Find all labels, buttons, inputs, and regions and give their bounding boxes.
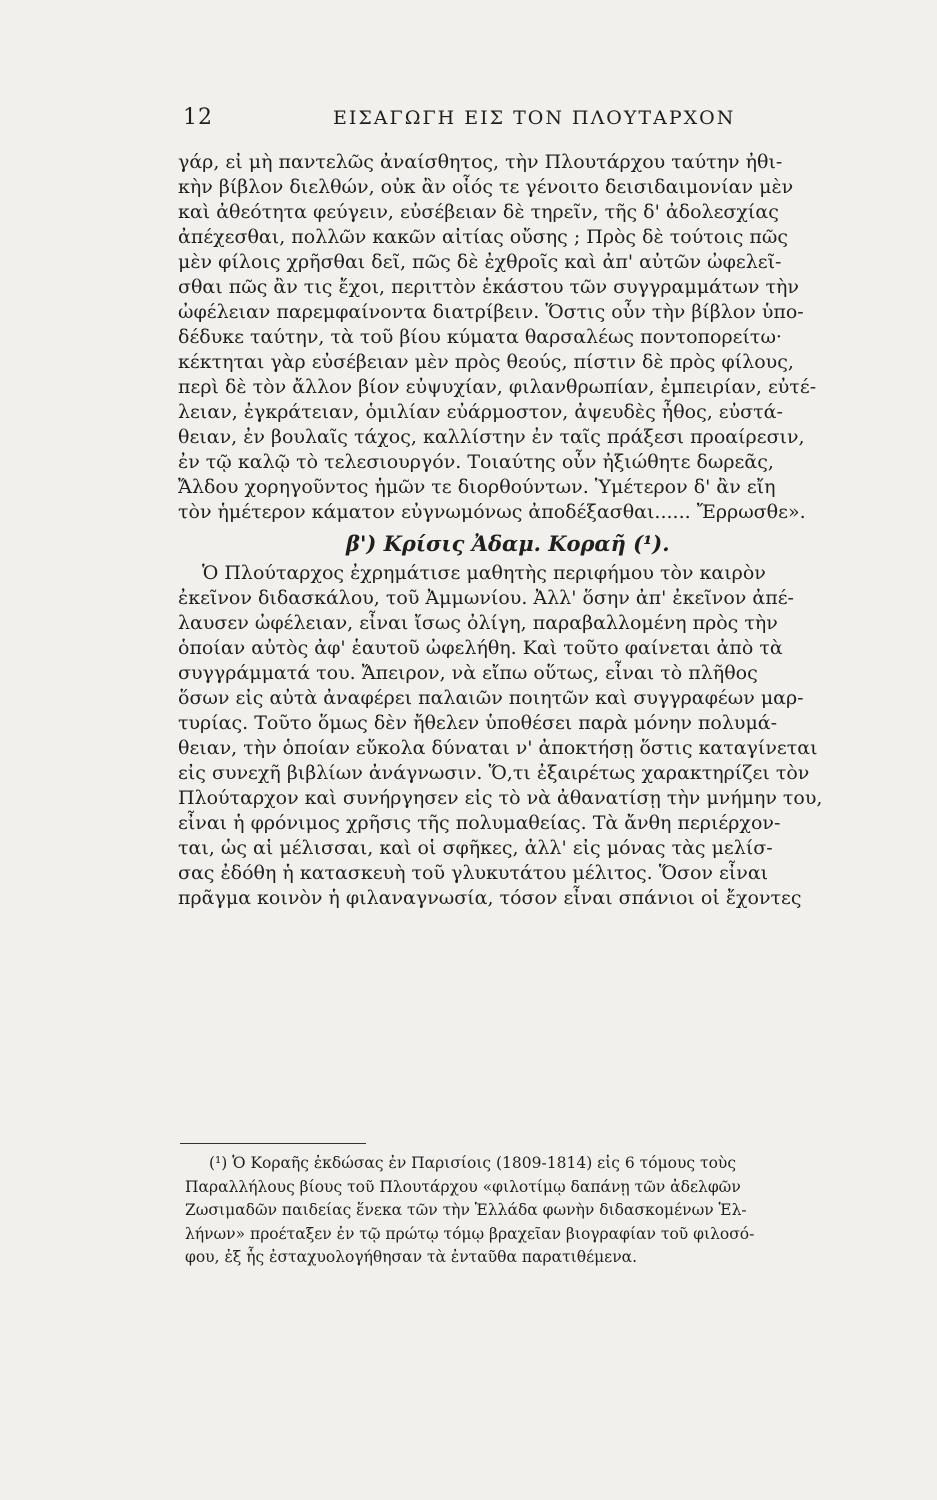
- text-line: γάρ, εἰ μὴ παντελῶς ἀναίσθητος, τὴν Πλουτάρχου ταύτην ἠθι-: [178, 151, 783, 173]
- text-line: Ὁ Πλούταρχος ἐχρημάτισε μαθητὴς περιφήμου τὸν καιρὸν: [202, 562, 766, 584]
- footnote-line: (¹) Ὁ Κοραῆς ἐκδώσας ἐν Παρισίοις (1809-1814) εἰς 6 τόμους τοὺς: [209, 1154, 737, 1172]
- text-line: εἶναι ἡ φρόνιμος χρῆσις τῆς πολυμαθείας. Τὰ ἄνθη περιέρχον-: [178, 812, 781, 834]
- text-line: κέκτηται γὰρ εὐσέβειαν μὲν πρὸς θεούς, πίστιν δὲ πρὸς φίλους,: [178, 351, 794, 373]
- text-line: σθαι πῶς ἂν τις ἔχοι, περιττὸν ἑκάστου τῶν συγγραμμάτων τὴν: [178, 276, 799, 298]
- text-line: τὸν ἡμέτερον κάματον εὐγνωμόνως ἀποδέξασθαι...... Ἔρρωσθε».: [178, 501, 806, 523]
- text-line: κὴν βίβλον διελθών, οὐκ ἂν οἷός τε γένοιτο δεισιδαιμονίαν μὲν: [178, 176, 794, 198]
- footnote-line: Παραλλήλους βίους τοῦ Πλουτάρχου «φιλοτίμῳ δαπάνῃ τῶν ἀδελφῶν: [185, 1177, 741, 1196]
- text-line: εἰς συνεχῆ βιβλίων ἀνάγνωσιν. Ὅ,τι ἐξαιρέτως χαρακτηρίζει τὸν: [178, 762, 810, 784]
- page-number: 12: [183, 105, 213, 130]
- text-line: Πλούταρχον καὶ συνήργησεν εἰς τὸ νὰ ἀθανατίσῃ τὴν μνήμην του,: [178, 787, 823, 809]
- text-line: τυρίας. Τοῦτο ὅμως δὲν ἤθελεν ὑποθέσει παρὰ μόνην πολυμά-: [178, 712, 778, 734]
- text-line: ὠφέλειαν παρεμφαίνοντα διατρίβειν. Ὅστις οὖν τὴν βίβλον ὑπο-: [178, 301, 804, 323]
- text-line: δέδυκε ταύτην, τὰ τοῦ βίου κύματα θαρσαλέως ποντοπορείτω·: [178, 326, 782, 348]
- running-title: ΕΙΣΑΓΩΓΗ ΕΙΣ ΤΟΝ ΠΛΟΥΤΑΡΧΟΝ: [333, 107, 736, 129]
- text-line: σας ἐδόθη ἡ κατασκευὴ τοῦ γλυκυτάτου μέλιτος. Ὅσον εἶναι: [178, 862, 769, 884]
- text-line: ται, ὡς αἱ μέλισσαι, καὶ οἱ σφῆκες, ἀλλ' εἰς μόνας τὰς μελίσ-: [178, 837, 773, 859]
- text-line: θειαν, ἐν βουλαῖς τάχος, καλλίστην ἐν ταῖς πράξεσι προαίρεσιν,: [178, 426, 805, 448]
- text-line: ἐν τῷ καλῷ τὸ τελεσιουργόν. Τοιαύτης οὖν ἠξιώθητε δωρεᾶς,: [178, 451, 774, 473]
- page-header: [183, 105, 768, 145]
- text-line: συγγράμματά του. Ἄπειρον, νὰ εἴπω οὕτως, εἶναι τὸ πλῆθος: [178, 662, 758, 684]
- footnotes: [185, 1152, 905, 1270]
- footnote-divider: [180, 1143, 366, 1144]
- text-line: ἀπέχεσθαι, πολλῶν κακῶν αἰτίας οὔσης ; Πρὸς δὲ τούτοις πῶς: [178, 226, 788, 248]
- footnote-line: λήνων» προέταξεν ἐν τῷ πρώτῳ τόμῳ βραχεῖαν βιογραφίαν τοῦ φιλοσό-: [185, 1224, 755, 1243]
- text-line: θειαν, τὴν ὁποίαν εὔκολα δύναται ν' ἀποκτήσῃ ὅστις καταγίνεται: [178, 737, 818, 759]
- footnote-line: φου, ἐξ ἧς ἐσταχυολογήθησαν τὰ ἐνταῦθα παρατιθέμενα.: [185, 1248, 638, 1266]
- section-heading: β') Κρίσις Ἀδαμ. Κοραῆ (¹).: [346, 531, 670, 556]
- text-line: ὅσων εἰς αὐτὰ ἀναφέρει παλαιῶν ποιητῶν καὶ συγγραφέων μαρ-: [178, 687, 804, 709]
- text-line: ἐκεῖνον διδασκάλου, τοῦ Ἀμμωνίου. Ἀλλ' ὅσην ἀπ' ἐκεῖνον ἀπέ-: [178, 587, 794, 609]
- text-line: πρᾶγμα κοινὸν ἡ φιλαναγνωσία, τόσον εἶναι σπάνιοι οἱ ἔχοντες: [178, 887, 802, 909]
- text-line: Ἄλδου χορηγοῦντος ἡμῶν τε διορθούντων. Ὑμέτερον δ' ἂν εἴη: [178, 476, 776, 498]
- text-line: ὁποίαν αὐτὸς ἀφ' ἑαυτοῦ ὠφελήθη. Καὶ τοῦτο φαίνεται ἀπὸ τὰ: [178, 637, 783, 659]
- text-line: λειαν, ἐγκράτειαν, ὁμιλίαν εὐάρμοστον, ἀψευδὲς ἦθος, εὐστά-: [178, 401, 783, 423]
- text-line: λαυσεν ὠφέλειαν, εἶναι ἴσως ὀλίγη, παραβαλλομένη πρὸς τὴν: [178, 612, 778, 634]
- text-line: μὲν φίλοις χρῆσθαι δεῖ, πῶς δὲ ἐχθροῖς καὶ ἀπ' αὐτῶν ὠφελεῖ-: [178, 251, 782, 273]
- text-line: καὶ ἀθεότητα φεύγειν, εὐσέβειαν δὲ τηρεῖν, τῆς δ' ἀδολεσχίας: [178, 201, 779, 223]
- main-text: [178, 150, 898, 911]
- text-line: περὶ δὲ τὸν ἄλλον βίον εὐψυχίαν, φιλανθρωπίαν, ἐμπειρίαν, εὐτέ-: [178, 376, 817, 398]
- footnote-line: Ζωσιμαδῶν παιδείας ἕνεκα τῶν τὴν Ἑλλάδα φωνὴν διδασκομένων Ἑλ-: [185, 1201, 747, 1219]
